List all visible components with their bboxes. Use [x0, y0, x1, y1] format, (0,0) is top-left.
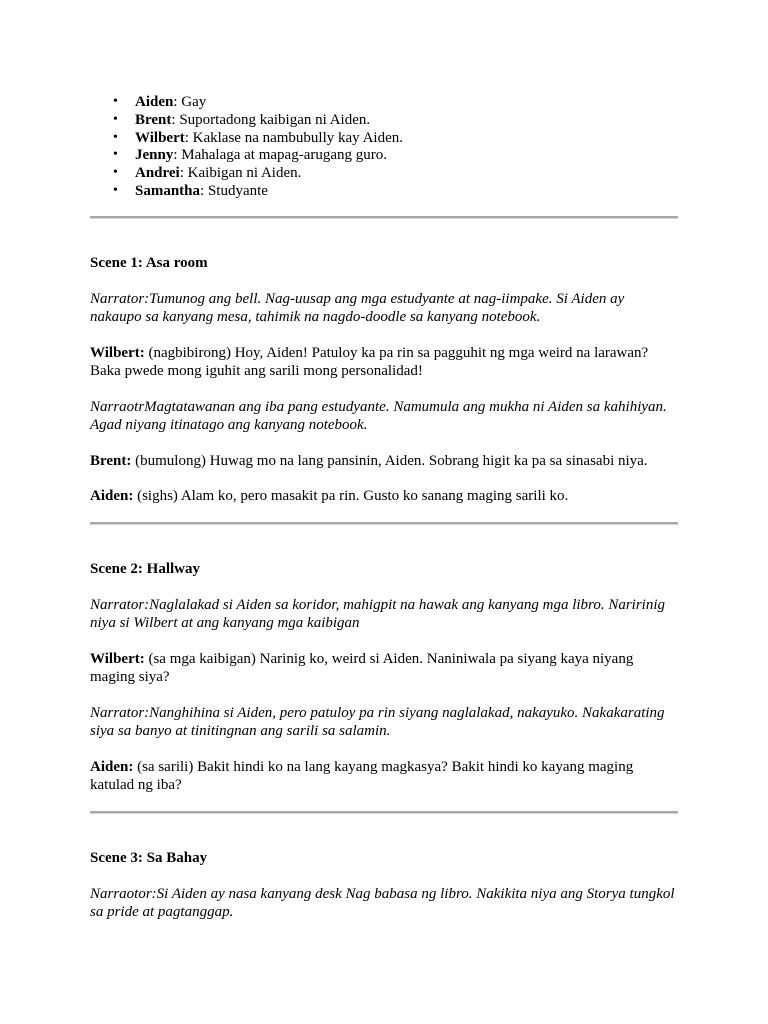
dialogue-text: (sa mga kaibigan) Narinig ko, weird si Aiden. Naniniwala pa siyang kaya niyang maging siya? [90, 650, 634, 685]
speaker-name: Wilbert: [90, 344, 145, 361]
scene-2-dialogue-1 [90, 650, 678, 686]
scene-2-dialogue-2 [90, 758, 678, 794]
cast-name: Samantha [135, 182, 201, 199]
scene-3-title: Scene 3: Sa Bahay [90, 849, 208, 866]
scene-1-dialogue-2 [90, 452, 678, 470]
scene-1-narration-2: NarraotrMagtatawanan ang iba pang estudyante. Namumula ang mukha ni Aiden sa kahihiyan. Agad niyang itinatago ang kanyang notebook. [90, 398, 667, 433]
cast-description: Gay [177, 94, 207, 110]
horizontal-rule [90, 522, 678, 525]
cast-description: Mahalaga at mapag-arugang guro. [177, 147, 388, 164]
cast-separator: : [173, 94, 178, 110]
cast-list [90, 93, 678, 200]
cast-item-aiden [135, 93, 678, 111]
cast-separator: : [184, 129, 189, 146]
speaker-name: Aiden: [90, 487, 134, 504]
cast-name: Aiden [135, 94, 174, 110]
scene-2-title: Scene 2: Hallway [90, 560, 200, 577]
cast-separator: : [171, 111, 176, 128]
cast-name: Jenny [135, 147, 174, 164]
cast-separator: : [179, 165, 184, 182]
dialogue-text: (sa sarili) Bakit hindi ko na lang kayang magkasya? Bakit hindi ko kayang maging katulad ng iba? [90, 758, 634, 793]
scene-2-narration-1: Narrator:Naglalakad si Aiden sa koridor, mahigpit na hawak ang kanyang mga libro. Naririnig niya si Wilbert at ang kanyang mga kaibigan [90, 596, 666, 631]
scene-3-narration-1: Narraotor:Si Aiden ay nasa kanyang desk Nag babasa ng libro. Nakikita niya ang Storya tungkol sa pride at pagtanggap. [90, 885, 675, 920]
cast-item-andrei [135, 164, 678, 182]
speaker-name: Aiden: [90, 758, 134, 775]
cast-item-samantha [135, 182, 678, 200]
cast-item-jenny [135, 146, 678, 164]
cast-description: Kaibigan ni Aiden. [183, 165, 302, 182]
horizontal-rule [90, 811, 678, 814]
cast-separator: : [173, 147, 178, 164]
cast-name: Wilbert [135, 129, 185, 146]
document-page [90, 93, 678, 921]
cast-name: Brent [135, 111, 172, 128]
scene-1-title: Scene 1: Asa room [90, 254, 208, 271]
scene-1-dialogue-1 [90, 344, 678, 380]
speaker-name: Wilbert: [90, 650, 145, 667]
scene-2-narration-2: Narrator:Nanghihina si Aiden, pero patuloy pa rin siyang naglalakad, nakayuko. Nakakarating siya sa banyo at tinitingnan ang sarili sa salamin. [90, 704, 665, 739]
cast-separator: : [200, 182, 205, 199]
horizontal-rule [90, 216, 678, 219]
cast-description: Suportadong kaibigan ni Aiden. [175, 111, 371, 128]
cast-name: Andrei [135, 165, 180, 182]
cast-item-brent [135, 111, 678, 129]
cast-description: Studyante [204, 182, 268, 199]
dialogue-text: (sighs) Alam ko, pero masakit pa rin. Gusto ko sanang maging sarili ko. [133, 487, 569, 504]
scene-1-narration-1: Narrator:Tumunog ang bell. Nag-uusap ang mga estudyante at nag-iimpake. Si Aiden ay nakaupo sa kanyang mesa, tahimik na nagdo-doodle sa kanyang notebook. [90, 290, 625, 325]
scene-1-dialogue-3 [90, 487, 678, 505]
dialogue-text: (nagbibirong) Hoy, Aiden! Patuloy ka pa rin sa pagguhit ng mga weird na larawan? Baka pwede mong iguhit ang sarili mong personalidad! [90, 344, 649, 379]
cast-description: Kaklase na nambubully kay Aiden. [188, 129, 404, 146]
cast-item-wilbert [135, 129, 678, 147]
dialogue-text: (bumulong) Huwag mo na lang pansinin, Aiden. Sobrang higit ka pa sa sinasabi niya. [131, 452, 648, 469]
speaker-name: Brent: [90, 452, 132, 469]
